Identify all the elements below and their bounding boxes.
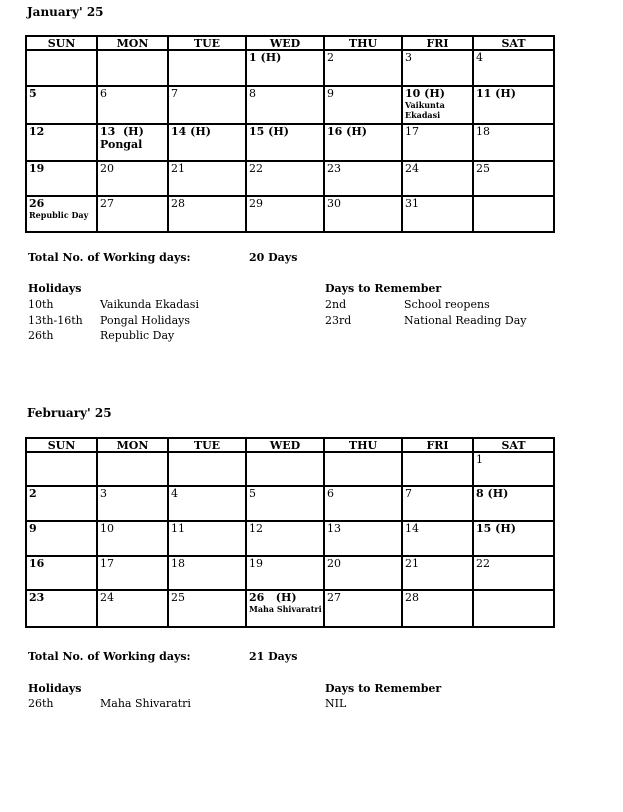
january-weekday-header <box>26 36 554 50</box>
day-cell <box>473 196 554 232</box>
day-number: 10 (H) <box>405 87 445 100</box>
day-number: 27 <box>327 591 341 604</box>
day-cell <box>402 521 473 556</box>
day-cell <box>402 124 473 161</box>
day-note: Pongal <box>100 138 143 151</box>
day-number: 28 <box>171 197 185 210</box>
day-cell <box>26 161 97 196</box>
day-number: 23 <box>29 591 45 604</box>
day-cell <box>473 124 554 161</box>
february-remember-nil: NIL <box>325 697 347 710</box>
february-weeks <box>26 452 554 627</box>
january-working-days-value: 20 Days <box>249 251 298 264</box>
day-number: 14 <box>405 522 419 535</box>
january-title: January' 25 <box>27 5 104 19</box>
day-cell <box>26 452 97 486</box>
day-number: 17 <box>100 557 114 570</box>
day-cell <box>246 521 324 556</box>
day-number: 22 <box>476 557 490 570</box>
day-number: 11 (H) <box>476 87 516 100</box>
january-holiday-date: 13th-16th <box>28 314 83 327</box>
day-cell <box>324 556 402 590</box>
day-number: 9 <box>29 522 37 535</box>
day-number: 3 <box>100 487 107 500</box>
day-cell <box>246 86 324 124</box>
day-cell <box>246 590 324 627</box>
day-number: 31 <box>405 197 419 210</box>
week-row <box>26 50 554 86</box>
weekday-tue: TUE <box>168 438 246 452</box>
weekday-thu: THU <box>324 36 402 50</box>
day-cell <box>402 590 473 627</box>
day-number: 1 (H) <box>249 51 282 64</box>
day-number: 25 <box>171 591 185 604</box>
day-number: 14 (H) <box>171 125 211 138</box>
week-row <box>26 196 554 232</box>
day-note: Maha Shivaratri <box>249 604 322 614</box>
january-remember-date: 2nd <box>325 298 347 311</box>
day-cell <box>473 86 554 124</box>
day-cell <box>97 86 168 124</box>
day-number: 21 <box>405 557 419 570</box>
february-remember-heading: Days to Remember <box>325 682 442 695</box>
february-title: February' 25 <box>27 406 112 420</box>
day-number: 7 <box>405 487 412 500</box>
weekday-thu: THU <box>324 438 402 452</box>
day-cell <box>26 196 97 232</box>
day-cell <box>97 196 168 232</box>
january-remember-name: School reopens <box>404 298 490 311</box>
day-cell <box>402 452 473 486</box>
day-note: Republic Day <box>29 210 89 220</box>
day-cell <box>97 161 168 196</box>
day-cell <box>324 50 402 86</box>
day-cell <box>168 124 246 161</box>
day-number: 18 <box>476 125 490 138</box>
day-cell <box>324 452 402 486</box>
day-cell <box>246 196 324 232</box>
day-number: 19 <box>249 557 263 570</box>
day-number: 18 <box>171 557 185 570</box>
day-number: 25 <box>476 162 490 175</box>
day-number: 16 (H) <box>327 125 367 138</box>
day-cell <box>473 590 554 627</box>
january-working-days-label: Total No. of Working days: <box>28 251 191 264</box>
weekday-sat: SAT <box>473 36 554 50</box>
week-row <box>26 86 554 124</box>
day-cell <box>324 486 402 521</box>
day-cell <box>473 556 554 590</box>
day-cell <box>473 50 554 86</box>
day-number: 2 <box>327 51 334 64</box>
day-cell <box>324 590 402 627</box>
day-number: 7 <box>171 87 178 100</box>
week-row <box>26 556 554 590</box>
day-cell <box>26 50 97 86</box>
day-number: 4 <box>171 487 178 500</box>
day-number: 15 (H) <box>249 125 289 138</box>
week-row <box>26 590 554 627</box>
day-number: 28 <box>405 591 419 604</box>
day-number: 22 <box>249 162 263 175</box>
day-cell <box>26 590 97 627</box>
week-row <box>26 161 554 196</box>
day-cell <box>168 590 246 627</box>
day-cell <box>168 86 246 124</box>
week-row <box>26 521 554 556</box>
day-number: 5 <box>29 87 37 100</box>
day-cell <box>246 50 324 86</box>
day-cell <box>246 452 324 486</box>
day-number: 4 <box>476 51 483 64</box>
january-holiday-name: Vaikunda Ekadasi <box>100 298 199 311</box>
day-cell <box>97 486 168 521</box>
day-cell <box>97 124 168 161</box>
day-note: Vaikunta Ekadasi <box>405 100 445 120</box>
weekday-mon: MON <box>97 438 168 452</box>
weekday-sun: SUN <box>26 438 97 452</box>
february-working-days-label: Total No. of Working days: <box>28 650 191 663</box>
february-weekday-header <box>26 438 554 452</box>
day-cell <box>402 161 473 196</box>
day-number: 6 <box>327 487 334 500</box>
day-cell <box>26 556 97 590</box>
day-number: 26 (H) <box>249 591 297 604</box>
january-remember-date: 23rd <box>325 314 352 327</box>
week-row <box>26 452 554 486</box>
day-number: 29 <box>249 197 263 210</box>
day-number: 10 <box>100 522 114 535</box>
day-number: 20 <box>327 557 341 570</box>
day-number: 16 <box>29 557 45 570</box>
day-number: 27 <box>100 197 114 210</box>
weekday-mon: MON <box>97 36 168 50</box>
january-calendar <box>25 35 555 233</box>
day-cell <box>473 521 554 556</box>
day-cell <box>324 521 402 556</box>
day-number: 11 <box>171 522 185 535</box>
weekday-fri: FRI <box>402 36 473 50</box>
day-number: 6 <box>100 87 107 100</box>
day-cell <box>26 486 97 521</box>
february-calendar <box>25 437 555 628</box>
day-number: 24 <box>100 591 114 604</box>
day-cell <box>97 521 168 556</box>
day-cell <box>97 452 168 486</box>
day-number: 2 <box>29 487 37 500</box>
day-number: 12 <box>29 125 45 138</box>
day-cell <box>246 486 324 521</box>
day-cell <box>402 196 473 232</box>
day-cell <box>246 161 324 196</box>
day-cell <box>402 486 473 521</box>
day-number: 24 <box>405 162 419 175</box>
day-cell <box>168 521 246 556</box>
weekday-tue: TUE <box>168 36 246 50</box>
day-cell <box>473 161 554 196</box>
weekday-wed: WED <box>246 36 324 50</box>
january-holiday-name: Pongal Holidays <box>100 314 190 327</box>
day-number: 23 <box>327 162 341 175</box>
day-cell <box>473 486 554 521</box>
day-number: 17 <box>405 125 419 138</box>
day-cell <box>402 86 473 124</box>
day-cell <box>97 590 168 627</box>
day-cell <box>402 50 473 86</box>
day-cell <box>168 196 246 232</box>
day-cell <box>26 86 97 124</box>
january-holiday-name: Republic Day <box>100 329 175 342</box>
february-holiday-date: 26th <box>28 697 54 710</box>
day-cell <box>168 452 246 486</box>
day-cell <box>324 124 402 161</box>
february-holiday-name: Maha Shivaratri <box>100 697 191 710</box>
day-number: 19 <box>29 162 45 175</box>
day-cell <box>97 50 168 86</box>
day-number: 8 <box>249 87 256 100</box>
february-working-days-value: 21 Days <box>249 650 298 663</box>
day-cell <box>324 196 402 232</box>
day-cell <box>26 521 97 556</box>
day-number: 21 <box>171 162 185 175</box>
day-cell <box>26 124 97 161</box>
day-cell <box>168 486 246 521</box>
day-cell <box>324 161 402 196</box>
day-number: 9 <box>327 87 334 100</box>
day-number: 5 <box>249 487 256 500</box>
day-cell <box>402 556 473 590</box>
day-cell <box>324 86 402 124</box>
day-number: 20 <box>100 162 114 175</box>
day-cell <box>97 556 168 590</box>
day-number: 26 <box>29 197 45 210</box>
day-number: 1 <box>476 453 483 466</box>
weekday-wed: WED <box>246 438 324 452</box>
day-number: 3 <box>405 51 412 64</box>
february-holidays-heading: Holidays <box>28 682 82 695</box>
day-number: 13 <box>327 522 341 535</box>
day-number: 8 (H) <box>476 487 509 500</box>
day-number: 13 (H) <box>100 125 144 138</box>
day-cell <box>246 556 324 590</box>
day-number: 12 <box>249 522 263 535</box>
day-cell <box>168 161 246 196</box>
day-number: 30 <box>327 197 341 210</box>
january-remember-heading: Days to Remember <box>325 282 442 295</box>
weekday-sun: SUN <box>26 36 97 50</box>
weekday-fri: FRI <box>402 438 473 452</box>
january-remember-name: National Reading Day <box>404 314 527 327</box>
day-cell <box>168 50 246 86</box>
day-cell <box>168 556 246 590</box>
january-holiday-date: 26th <box>28 329 54 342</box>
weekday-sat: SAT <box>473 438 554 452</box>
january-holiday-date: 10th <box>28 298 54 311</box>
day-cell <box>246 124 324 161</box>
day-number: 15 (H) <box>476 522 516 535</box>
week-row <box>26 486 554 521</box>
january-holidays-heading: Holidays <box>28 282 82 295</box>
week-row <box>26 124 554 161</box>
january-weeks <box>26 50 554 232</box>
day-cell <box>473 452 554 486</box>
